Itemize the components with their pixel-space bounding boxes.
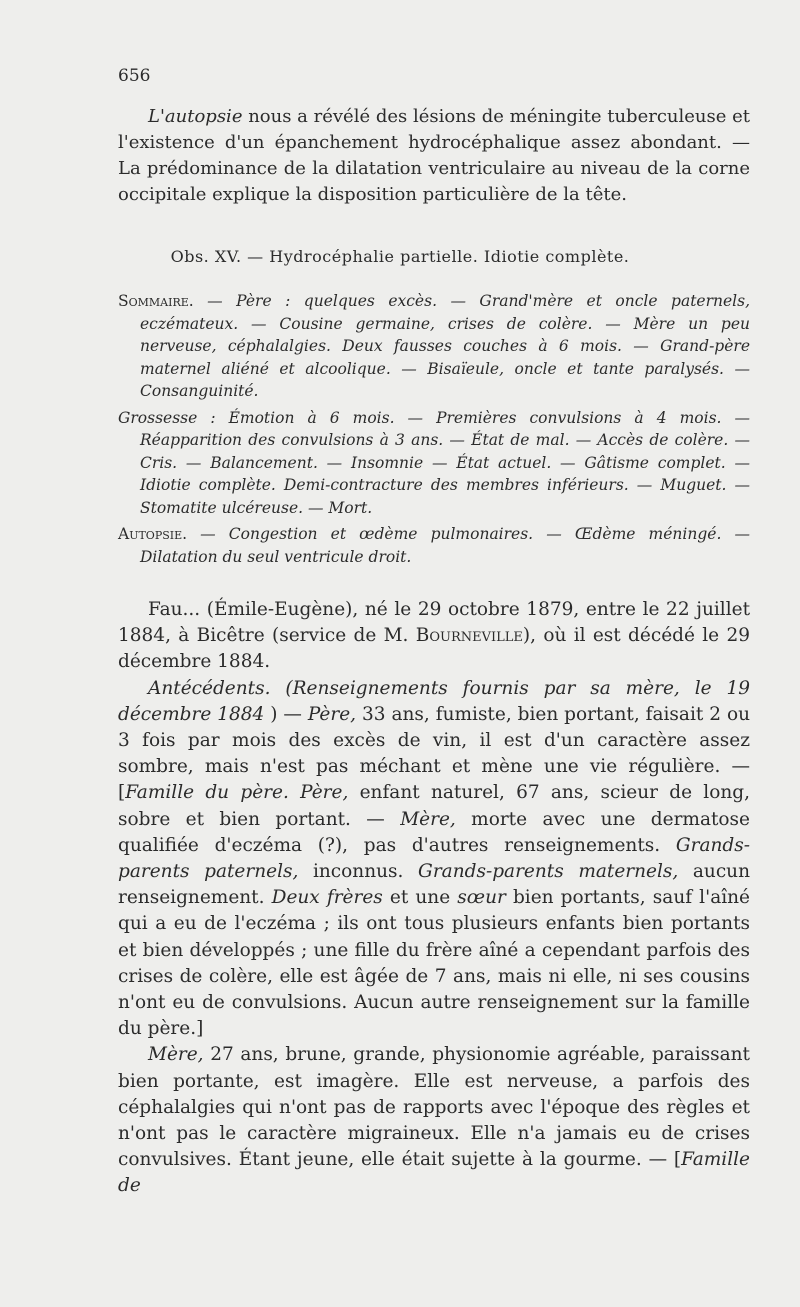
intro-text: nous a révélé des lésions de méningite tuberculeuse et l'existence d'un épanchement hydrocéphalique assez abondant. — La prédominance de la dilatation ventriculaire au niveau de la corne occipitale explique la disposition particulière de la tête.	[118, 106, 750, 205]
antecedents-paragraph	[118, 676, 750, 1043]
text-run: Grands-parents paternels,	[118, 834, 750, 883]
sommaire-block	[118, 290, 750, 568]
text-run: 27 ans, brune, grande, physionomie agréable, paraissant bien portante, est imagère. Elle est nerveuse, a parfois des céphalalgies qui n'ont pas de rapports avec l'époque des règles et n'ont pas le caractère migraineux. Elle n'a jamais eu de crises convulsives. Étant jeune, elle était sujette à la gourme. — [	[118, 1044, 750, 1171]
intro-paragraph	[118, 104, 750, 208]
identity-end: ), où il est décédé le 29 décembre 1884.	[118, 625, 750, 673]
text-run: et une	[382, 887, 458, 909]
sommaire-text: — Père : quelques excès. — Grand'mère et oncle paternels, eczémateux. — Cousine germaine, crises de colère. — Mère un peu nerveuse, céphalalgies. Deux fausses couches à 6 mois. — Grand-père maternel aliéné et alcoolique. — Bisaïeule, oncle et tante paralysés. — Consanguinité.	[140, 292, 750, 400]
text-run: Grands-parents maternels,	[418, 861, 679, 883]
text-run: sœur	[457, 887, 506, 909]
text-run: Père,	[307, 703, 357, 725]
text-run: Deux frères	[271, 887, 383, 909]
main-text	[118, 597, 750, 1200]
antecedents-heading: Antécédents. (Renseignements fournis par sa mère, le 19 décembre 1884	[118, 677, 750, 725]
text-run: inconnus.	[298, 861, 419, 883]
mere-paragraph	[118, 1042, 750, 1199]
text-run: Famille du père. Père,	[125, 782, 349, 804]
page-number: 656	[118, 66, 151, 86]
identity-start: Fau... (Émile-Eugène), né le 29 octobre 1879, entre le 22 juillet 1884, à Bicêtre (service de M.	[118, 599, 750, 647]
autopsie-text: — Congestion et œdème pulmonaires. — Œdème méningé. — Dilatation du seul ventricule droit.	[140, 525, 750, 566]
autopsie-lead: L'autopsie	[148, 106, 243, 127]
text-run: ) —	[264, 703, 308, 725]
text-run: aucun renseignement.	[118, 861, 751, 909]
sommaire-label: Sommaire.	[118, 292, 194, 310]
text-run: bien portants, sauf l'aîné qui a eu de l'eczéma ; ils ont tous plusieurs enfants bien portants et bien développés ; une fille du frère aîné a cependant parfois des crises de colère, elle est âgée de 7 ans, mais ni elle, ni ses cousins n'ont eu de convulsions. Aucun autre renseignement sur la famille du père.]	[118, 887, 750, 1040]
text-run: enfant naturel, 67 ans, scieur de long, sobre et bien portant. —	[118, 782, 750, 830]
text-run: Famille de	[118, 1149, 750, 1197]
autopsie-label: Autopsie.	[118, 525, 188, 543]
observation-title: Obs. XV. — Hydrocéphalie partielle. Idiotie complète.	[170, 247, 630, 266]
grossesse-text: Grossesse : Émotion à 6 mois. — Premières convulsions à 4 mois. — Réapparition des convulsions à 3 ans. — État de mal. — Accès de colère. — Cris. — Balancement. — Insomnie — État actuel. — Gâtisme complet. — Idiotie complète. Demi-contracture des membres inférieurs. — Muguet. — Stomatite ulcéreuse. — Mort.	[118, 408, 750, 517]
text-run: Mère,	[148, 1044, 204, 1066]
text-run: 33 ans, fumiste, bien portant, faisait 2 ou 3 fois par mois des excès de vin, il est d'un caractère assez sombre, mais n'est pas méchant et mène une vie régulière. — [	[118, 703, 750, 804]
identity-paragraph	[118, 597, 750, 676]
text-run: Mère,	[400, 808, 456, 830]
text-run: morte avec une dermatose qualifiée d'eczéma (?), pas d'autres renseignements.	[118, 808, 750, 856]
doctor-name: Bourneville	[415, 625, 523, 647]
